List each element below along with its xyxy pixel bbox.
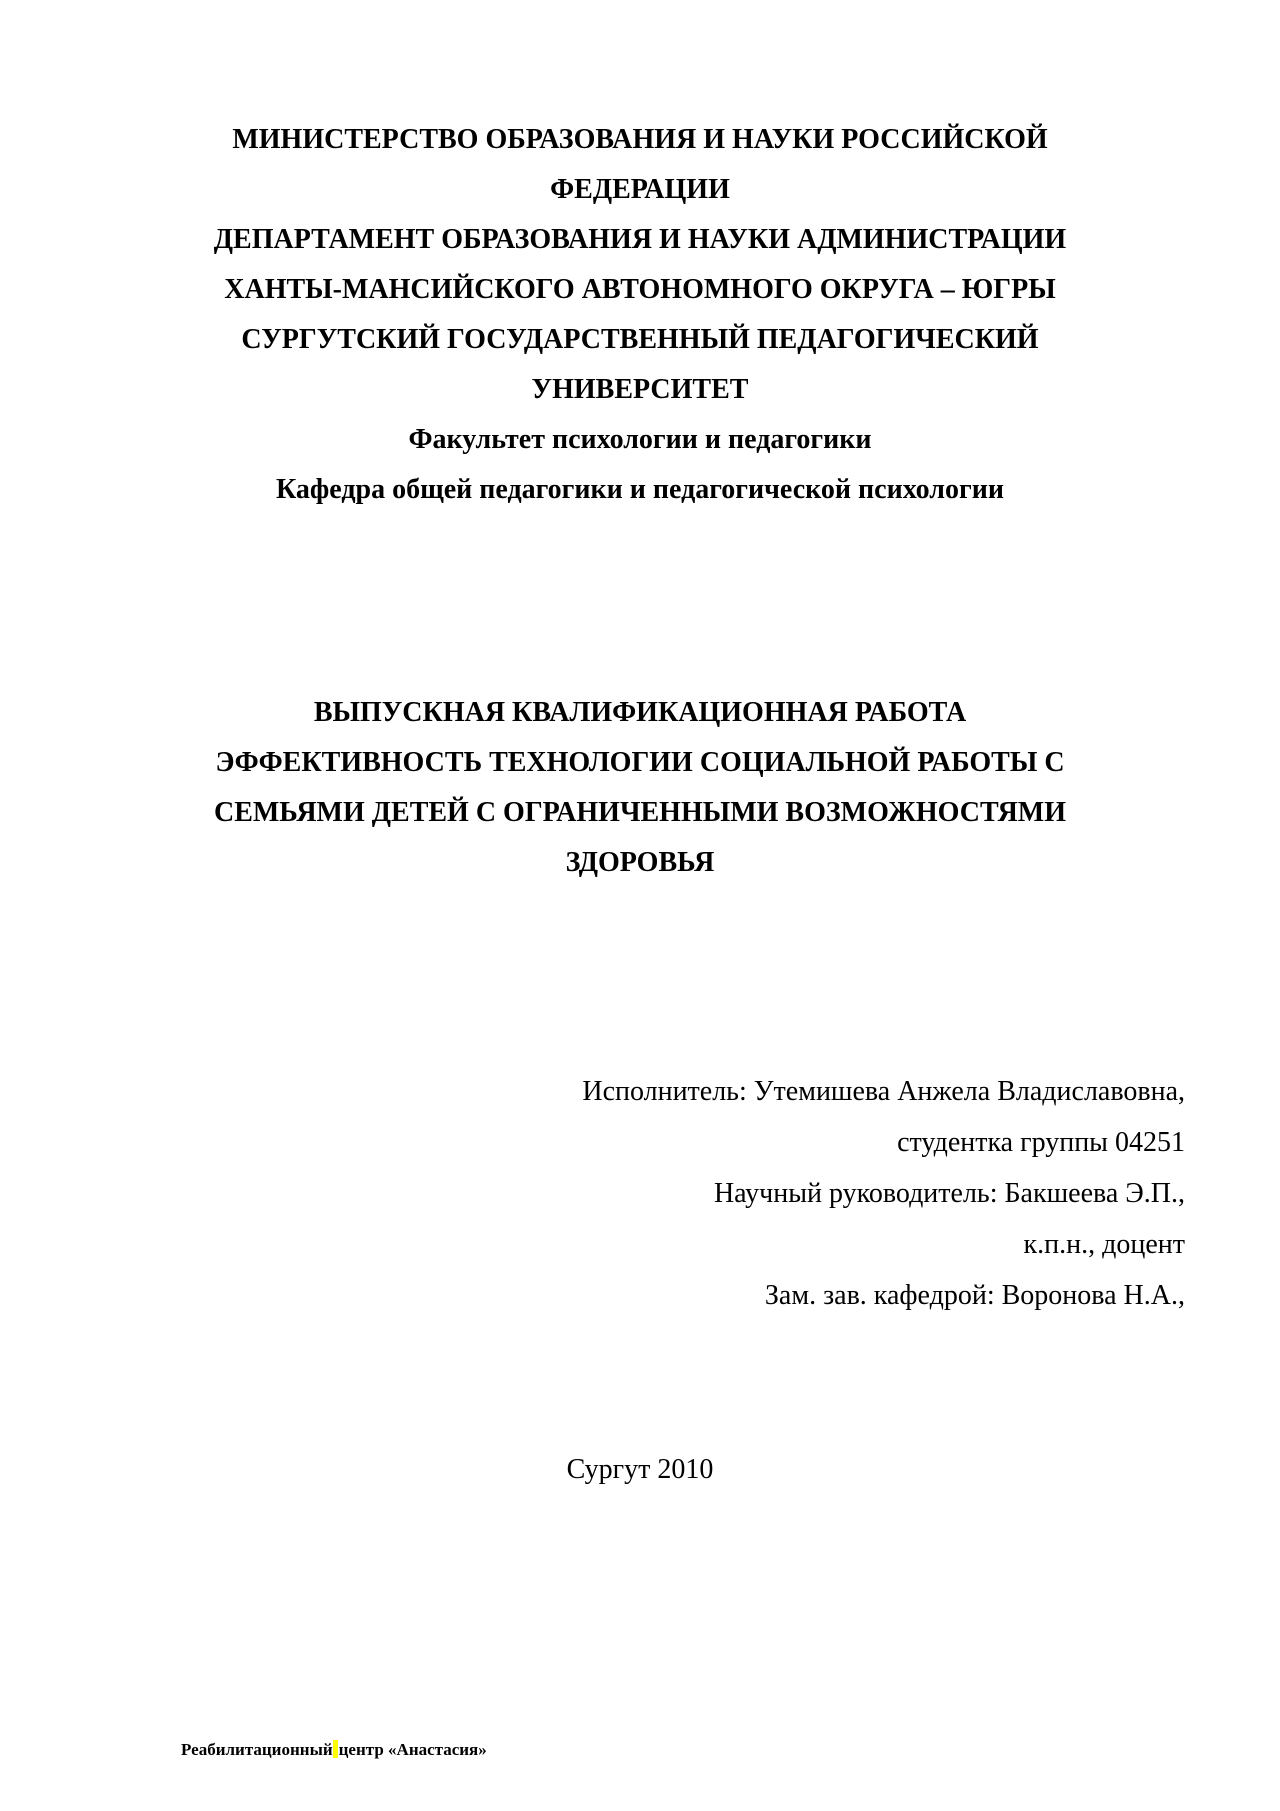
header-line-okrug: ХАНТЫ-МАНСИЙСКОГО АВТОНОМНОГО ОКРУГА – ЮГРЫ bbox=[224, 274, 1056, 305]
author-info bbox=[582, 1066, 1185, 1321]
author-supervisor-degree: к.п.н., доцент bbox=[1023, 1229, 1185, 1260]
title-line-topic-3: ЗДОРОВЬЯ bbox=[565, 847, 715, 878]
author-deputy-head: Зам. зав. кафедрой: Воронова Н.А., bbox=[764, 1280, 1185, 1311]
footer-text-part2: центр «Анастасия» bbox=[338, 1740, 487, 1759]
header-line-department: ДЕПАРТАМЕНТ ОБРАЗОВАНИЯ И НАУКИ АДМИНИСТРАЦИИ bbox=[213, 224, 1067, 255]
highlight-mark bbox=[333, 1740, 338, 1758]
header-line-university-cont: УНИВЕРСИТЕТ bbox=[531, 374, 749, 405]
title-line-type: ВЫПУСКНАЯ КВАЛИФИКАЦИОННАЯ РАБОТА bbox=[313, 697, 967, 728]
header-line-chair: Кафедра общей педагогики и педагогической психологии bbox=[276, 474, 1004, 505]
city-year: Сургут 2010 bbox=[566, 1454, 714, 1485]
title-line-topic-1: ЭФФЕКТИВНОСТЬ ТЕХНОЛОГИИ СОЦИАЛЬНОЙ РАБОТЫ С bbox=[215, 747, 1065, 778]
thesis-title bbox=[180, 688, 1100, 888]
title-line-topic-2: СЕМЬЯМИ ДЕТЕЙ С ОГРАНИЧЕННЫМИ ВОЗМОЖНОСТЯМИ bbox=[213, 797, 1067, 828]
header-line-ministry: МИНИСТЕРСТВО ОБРАЗОВАНИЯ И НАУКИ РОССИЙСКОЙ bbox=[232, 124, 1048, 155]
author-executor: Исполнитель: Утемишева Анжела Владиславовна, bbox=[582, 1076, 1185, 1107]
header-line-federation: ФЕДЕРАЦИИ bbox=[550, 174, 730, 205]
footer-text-part1: Реабилитационный bbox=[181, 1740, 333, 1759]
footer-note bbox=[181, 1739, 487, 1761]
author-supervisor: Научный руководитель: Бакшеева Э.П., bbox=[713, 1178, 1185, 1209]
header-line-university: СУРГУТСКИЙ ГОСУДАРСТВЕННЫЙ ПЕДАГОГИЧЕСКИЙ bbox=[241, 324, 1039, 355]
header-line-faculty: Факультет психологии и педагогики bbox=[408, 424, 872, 455]
institution-header bbox=[180, 115, 1100, 515]
author-group: студентка группы 04251 bbox=[897, 1127, 1185, 1158]
